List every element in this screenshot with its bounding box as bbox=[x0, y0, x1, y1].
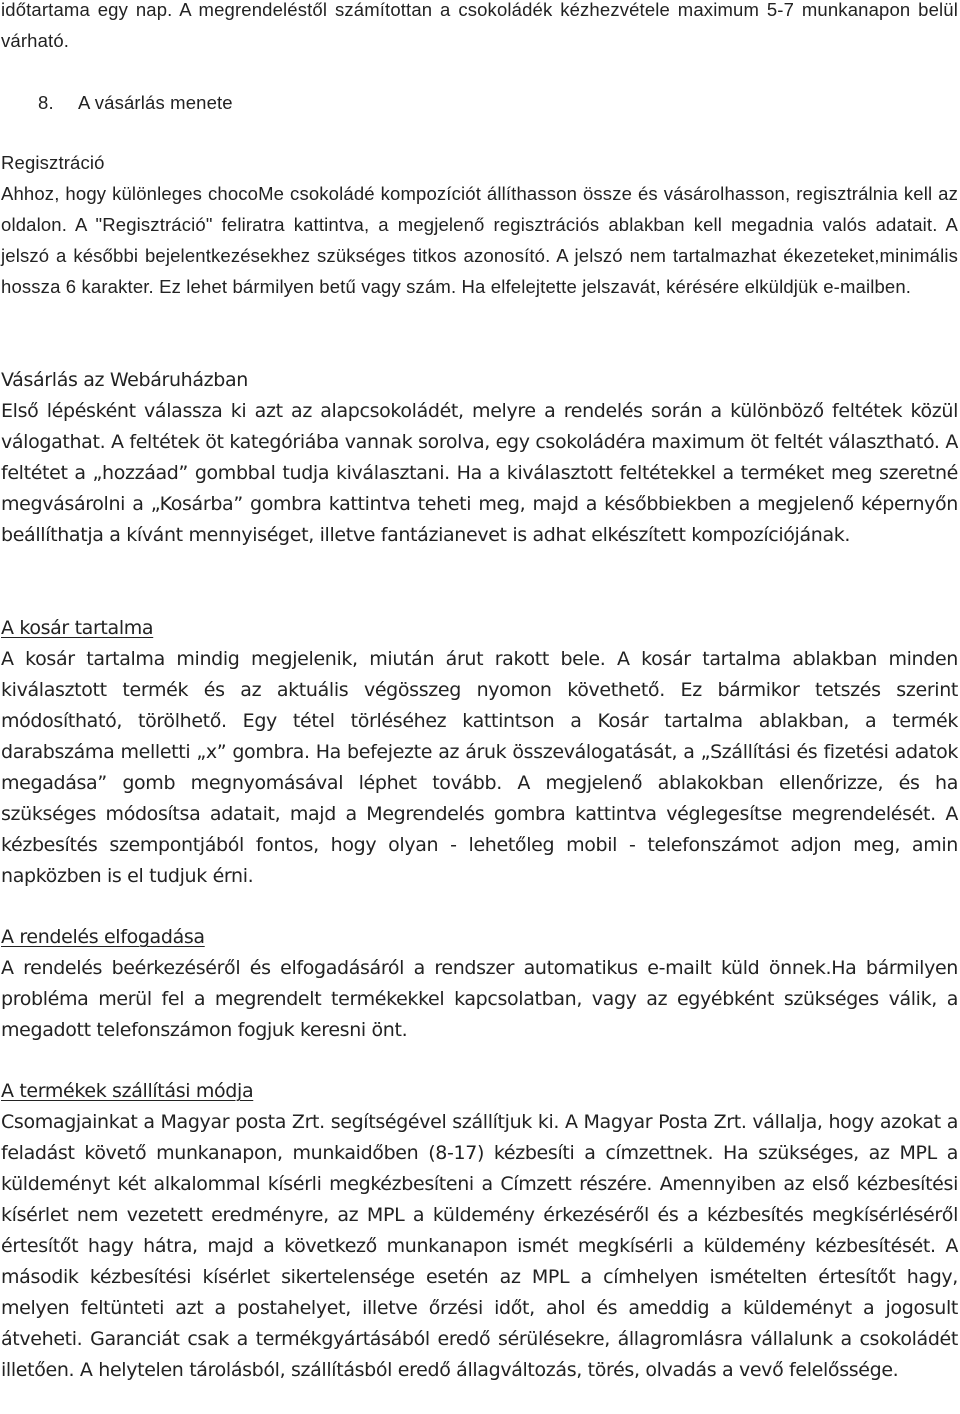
section-title: A vásárlás menete bbox=[78, 92, 233, 113]
acceptance-paragraph: A rendelés beérkezéséről és elfogadásáról a rendszer automatikus e-mailt küld önnek.Ha bármilyen probléma merül fel a megrendelt termékekkel kapcsolatban, vagy az egyébként szükséges válik, a megadott telefonszámon fogjuk keresni önt. bbox=[1, 957, 958, 1041]
shipping-paragraph: Csomagjainkat a Magyar posta Zrt. segítségével szállítjuk ki. A Magyar Posta Zrt. vállalja, hogy azokat a feladást követő munkanapon, munkaidőben (8-17) kézbesíti a címzettnek. Ha szükséges, az MPL a küldeményt két alkalommal kísérli megkézbesíteni a Címzett részére. Amennyiben az első kézbesítési kísérlet nem vezetett eredményre, az MPL a küldemény érkezéséről és a kézbesítés megkísérléséről értesítőt hagy hátra, majd a következő munkanapon ismét megkísérli a küldemény kézbesítését. A második kézbesítési kísérlet sikertelensége esetén az MPL a címhelyen ismételten értesítőt hagy, melyen feltünteti azt a postahelyet, illetve őrzési időt, ahol és ameddig a küldeményt a jogosult átveheti. Garanciát csak a termékgyártásából eredő sérülésekre, állagromlásra vállalunk a csokoládét illetően. A helytelen tárolásból, szállításból eredő állagváltozás, törés, olvadás a vevő felelőssége. bbox=[1, 1111, 958, 1381]
acceptance-heading: A rendelés elfogadása bbox=[1, 926, 205, 948]
registration-heading: Regisztráció bbox=[1, 152, 105, 173]
cart-heading: A kosár tartalma bbox=[1, 617, 154, 639]
registration-paragraph: Ahhoz, hogy különleges chocoMe csokoládé kompozíciót állíthasson össze és vásárolhasson, regisztrálnia kell az oldalon. A "Regisztráció" feliratra kattintva, a megjelenő regisztrációs ablakban kell megadnia valós adatait. A jelszó a későbbi bejelentkezésekhez szükséges titkos azonosító. A jelszó nem tartalmazhat ékezeteket,minimális hossza 6 karakter. Ez lehet bármilyen betű vagy szám. Ha elfelejtette jelszavát, kérésére elküldjük e-mailben. bbox=[1, 183, 958, 297]
cart-paragraph: A kosár tartalma mindig megjelenik, miután árut rakott bele. A kosár tartalma ablakban minden kiválasztott termék és az aktuális végösszeg nyomon követhető. Ez bármikor tetszés szerint módosítható, törölhető. Egy tétel törléséhez kattintson a Kosár tartalma ablakban, a termék darabszáma melletti „x” gombra. Ha befejezte az áruk összeválogatását, a „Szállítási és fizetési adatok megadása” gomb megnyomásával léphet tovább. A megjelenő ablakokban ellenőrizze, és ha szükséges módosítsa adatait, majd a Megrendelés gombra kattintva véglegesítse megrendelését. A kézbesítés szempontjából fontos, hogy olyan - lehetőleg mobil - telefonszámot adjon meg, amin napközben is el tudjuk érni. bbox=[1, 648, 958, 887]
intro-paragraph: időtartama egy nap. A megrendeléstől számítottan a csokoládék kézhezvétele maximum 5-7 munkanapon belül várható. bbox=[1, 0, 958, 51]
section-heading bbox=[38, 87, 233, 118]
purchase-paragraph: Első lépésként válassza ki azt az alapcsokoládét, melyre a rendelés során a különböző feltétek közül válogathat. A feltétek öt kategóriába vannak sorolva, egy csokoládéra maximum öt feltét választható. A feltétet a „hozzáad” gombbal tudja kiválasztani. Ha a kiválasztott feltétekkel a terméket meg szeretné megvásárolni a „Kosárba” gombra kattintva teheti meg, majd a későbbiekben a megjelenő képernyőn beállíthatja a kívánt mennyiséget, illetve fantázianevet is adhat elkészített kompozíciójának. bbox=[1, 400, 958, 546]
section-number: 8. bbox=[38, 92, 54, 113]
shipping-heading: A termékek szállítási módja bbox=[1, 1080, 254, 1102]
purchase-heading: Vásárlás az Webáruházban bbox=[1, 369, 248, 391]
